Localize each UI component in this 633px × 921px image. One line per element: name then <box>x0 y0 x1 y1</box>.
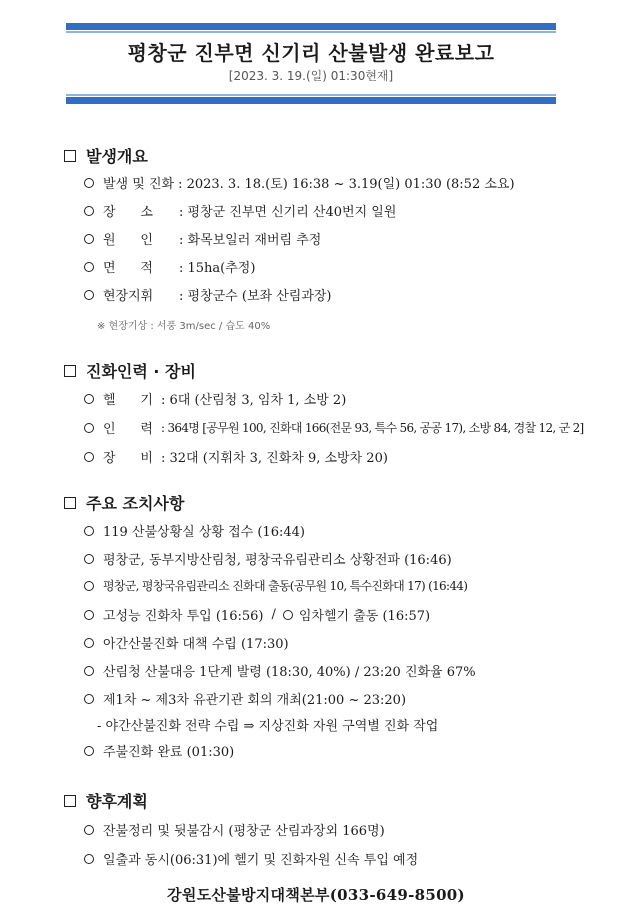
action-sub-item: - 야간산불진화 전략 수립 ⇒ 지상진화 자원 구역별 진화 작업 <box>97 719 439 734</box>
header-top-bar <box>66 23 556 30</box>
circle-bullet-icon <box>84 581 94 591</box>
action-item: 119 산불상황실 상황 접수 (16:44) <box>84 521 305 540</box>
action-item: 평창군, 동부지방산림청, 평창국유림관리소 상황전파 (16:46) <box>84 549 452 568</box>
resources-item: 장 비 : 32대 (지휘차 3, 진화차 9, 소방차 20) <box>84 447 388 466</box>
circle-bullet-icon <box>283 610 293 620</box>
action-item: 산림청 산불대응 1단계 발령 (18:30, 40%) / 23:20 진화율 67% <box>84 661 476 680</box>
action-item: 고성능 진화차 투입 (16:56) / 임차헬기 출동 (16:57) <box>84 605 430 624</box>
circle-bullet-icon <box>84 694 94 704</box>
section-resources-heading: 진화인력 · 장비 <box>64 359 196 382</box>
circle-bullet-icon <box>84 554 94 564</box>
overview-item: 원 인 : 화목보일러 재버림 추정 <box>84 229 321 248</box>
overview-item: 장 소 : 평창군 진부면 신기리 산40번지 일원 <box>84 201 396 220</box>
header-top-bar-thin <box>66 31 556 33</box>
resources-item: 인 력 : 364명 [공무원 100, 진화대 166(전문 93, 특수 56, 공공 17), 소방 84, 경찰 12, 군 2] <box>84 418 584 437</box>
section-actions-heading: 주요 조치사항 <box>64 491 184 514</box>
circle-bullet-icon <box>84 290 94 300</box>
square-bullet-icon <box>64 150 76 162</box>
plan-item: 잔불정리 및 뒷불감시 (평창군 산림과장외 166명) <box>84 820 385 839</box>
weather-note: ※ 현장기상 : 서풍 3m/sec / 습도 40% <box>97 321 271 332</box>
circle-bullet-icon <box>84 178 94 188</box>
overview-item: 현장지휘 : 평창군수 (보좌 산림과장) <box>84 285 332 304</box>
overview-item: 발생 및 진화 : 2023. 3. 18.(토) 16:38 ~ 3.19(일) 01:30 (8:52 소요) <box>84 173 515 192</box>
action-item: 제1차 ~ 제3차 유관기관 회의 개최(21:00 ~ 23:20) <box>84 689 406 708</box>
circle-bullet-icon <box>84 394 94 404</box>
section-plan-heading: 향후계획 <box>64 789 148 812</box>
action-item: 평창군, 평창국유림관리소 진화대 출동(공무원 10, 특수진화대 17) (16:44) <box>84 577 467 594</box>
header-bottom-bar-thin <box>66 94 556 96</box>
circle-bullet-icon <box>84 610 94 620</box>
report-date: [2023. 3. 19.(일) 01:30현재] <box>228 69 394 83</box>
circle-bullet-icon <box>84 666 94 676</box>
footer-contact: 강원도산불방지대책본부(033-649-8500) <box>167 886 465 904</box>
report-title: 평창군 진부면 신기리 산불발생 완료보고 <box>127 41 495 65</box>
action-item: 주불진화 완료 (01:30) <box>84 741 234 760</box>
square-bullet-icon <box>64 365 76 377</box>
circle-bullet-icon <box>84 423 94 433</box>
section-overview-heading: 발생개요 <box>64 144 148 167</box>
circle-bullet-icon <box>84 854 94 864</box>
circle-bullet-icon <box>84 526 94 536</box>
circle-bullet-icon <box>84 262 94 272</box>
circle-bullet-icon <box>84 825 94 835</box>
action-item: 아간산불진화 대책 수립 (17:30) <box>84 633 289 652</box>
circle-bullet-icon <box>84 206 94 216</box>
plan-item: 일출과 동시(06:31)에 헬기 및 진화자원 신속 투입 예정 <box>84 849 418 868</box>
circle-bullet-icon <box>84 746 94 756</box>
overview-item: 면 적 : 15ha(추정) <box>84 257 255 276</box>
header-bottom-bar <box>66 97 556 104</box>
circle-bullet-icon <box>84 638 94 648</box>
square-bullet-icon <box>64 497 76 509</box>
circle-bullet-icon <box>84 234 94 244</box>
circle-bullet-icon <box>84 452 94 462</box>
resources-item: 헬 기 : 6대 (산림청 3, 임차 1, 소방 2) <box>84 389 346 408</box>
square-bullet-icon <box>64 795 76 807</box>
